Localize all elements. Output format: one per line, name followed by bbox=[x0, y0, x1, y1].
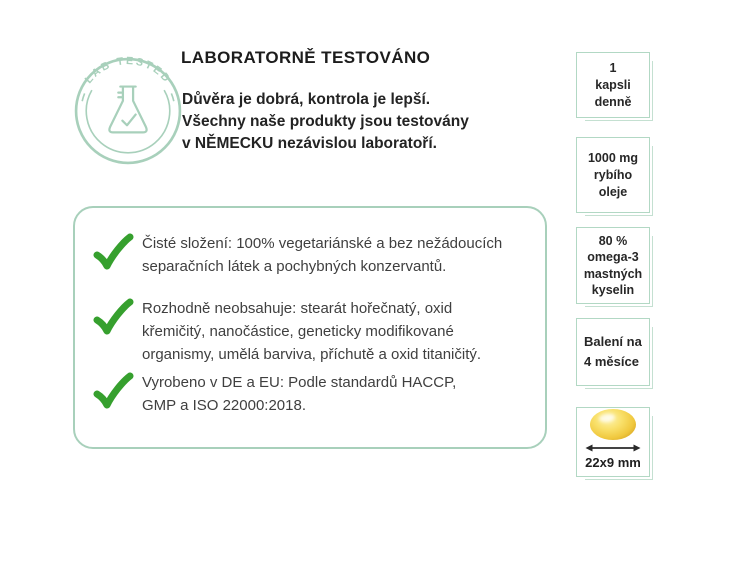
badge-arc-text: LAB TESTED bbox=[82, 55, 174, 86]
intro-text: Důvěra je dobrá, kontrola je lepší. Všechny naše produkty jsou testovány v NĚMECKU nezávislou laboratoří. bbox=[182, 91, 469, 152]
svg-text:LAB TESTED bbox=[83, 55, 174, 86]
width-arrow-icon bbox=[584, 443, 642, 453]
feature-item-no-additives bbox=[91, 297, 535, 366]
fact-box-dosage bbox=[576, 52, 650, 118]
fact-text: 1 kapsli denně bbox=[594, 60, 632, 109]
feature-text: Čisté složení: 100% vegetariánské a bez nežádoucích separačních látek a pochybných konzervantů. bbox=[142, 235, 503, 275]
fact-box-capsule-size bbox=[576, 407, 650, 477]
capsule-size-label: 22x9 mm bbox=[585, 455, 641, 470]
checkmark-icon bbox=[91, 298, 135, 338]
checkmark-icon bbox=[91, 233, 135, 273]
fact-box-oil-amount bbox=[576, 137, 650, 213]
flask-icon bbox=[109, 87, 146, 133]
lab-tested-badge-icon bbox=[72, 55, 184, 167]
feature-item-made-in bbox=[91, 371, 535, 417]
feature-text: Vyrobeno v DE a EU: Podle standardů HACCP, GMP a ISO 22000:2018. bbox=[142, 374, 457, 414]
fact-text: Balení na 4 měsíce bbox=[584, 334, 642, 369]
fact-box-omega3 bbox=[576, 227, 650, 304]
fact-box-supply bbox=[576, 318, 650, 386]
features-panel bbox=[73, 206, 547, 449]
feature-item-clean-composition bbox=[91, 232, 535, 278]
feature-text: Rozhodně neobsahuje: stearát hořečnatý, oxid křemičitý, nanočástice, geneticky modifikované organismy, umělá barviva, příchutě a oxid titaničitý. bbox=[142, 300, 482, 363]
fact-text: 1000 mg rybího oleje bbox=[587, 150, 639, 199]
page-title: LABORATORNĚ TESTOVÁNO bbox=[181, 48, 431, 67]
capsule-image bbox=[590, 409, 636, 440]
checkmark-icon bbox=[91, 372, 135, 412]
fact-text: 80 % omega-3 mastných kyselin bbox=[583, 233, 643, 297]
